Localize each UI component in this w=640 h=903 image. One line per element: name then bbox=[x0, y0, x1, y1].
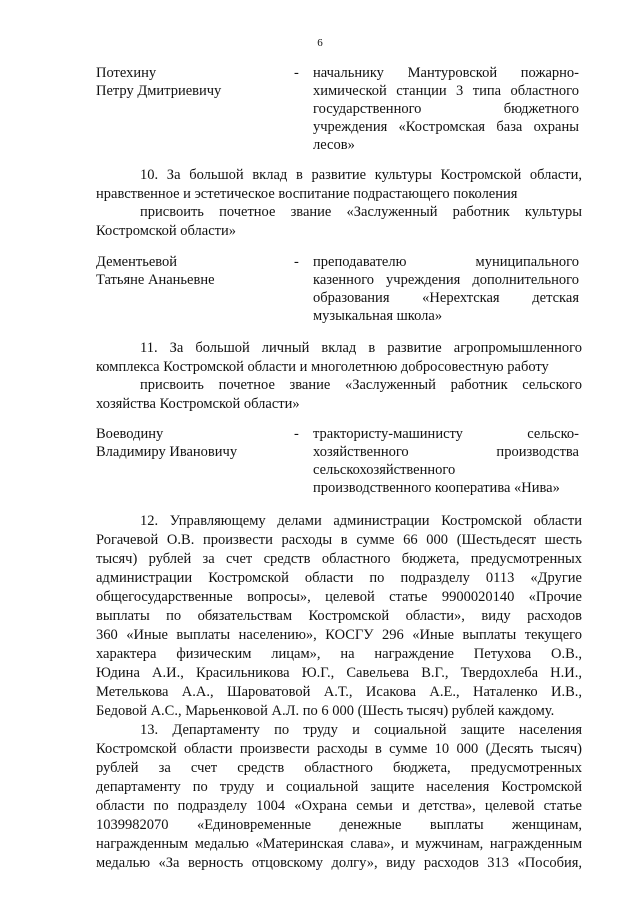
award-entry-3 bbox=[96, 425, 582, 499]
paragraph-11: 11. За большой личный вклад в развитие агропромышленного комплекса Костромской области и многолетнюю добросовестную работу bbox=[96, 340, 582, 375]
dash: - bbox=[294, 254, 299, 270]
awardee-position: трактористу-машинисту сельско- хозяйственного производства сельскохозяйственного производственного кооператива «Нива» bbox=[313, 426, 579, 496]
paragraph-12: 12. Управляющему делами администрации Костромской области Рогачевой О.В. произвести расходы в сумме 66 000 (Шестьдесят шесть тысяч) рублей за счет средств областного бюджета, предусмотренных администрации Костромской области по подразделу 0113 «Другие общегосударственные вопросы», целевой статье 9900020140 «Прочие выплаты по обязательствам Костромской области», виду расходов 360 «Иные выплаты населению», КОСГУ 296 «Иные выплаты текущего характера физическим лицам», на награждение Петухова О.В., Юдина А.И., Красильникова Ю.Г., Савельева В.Г., Твердохлеба Н.И., Метелькова А.А., Шароватовой А.Т., Исакова А.Е., Наталенко И.В., Бедовой А.С., Марьенковой А.Л. по 6 000 (Шесть тысяч) рублей каждому. bbox=[96, 513, 582, 719]
paragraph-13: 13. Департаменту по труду и социальной защите населения Костромской области произвести расходы в сумме 10 000 (Десять тысяч) рублей за счет средств областного бюджета, предусмотренных департаменту по труду и социальной защите населения Костромской области по подразделу 1004 «Охрана семьи и детства», целевой статье 1039982070 «Единовременные денежные выплаты женщинам, награжденным медалью «Материнская слава», и мужчинам, награжденным медалью «За верность отцовскому долгу», виду расходов 313 «Пособия, bbox=[96, 722, 582, 871]
awardee-name: Потехину Петру Дмитриевичу bbox=[96, 65, 222, 99]
dash: - bbox=[294, 426, 299, 442]
awardee-name: Воеводину Владимиру Ивановичу bbox=[96, 426, 238, 460]
page-number: 6 bbox=[317, 37, 323, 49]
paragraph-11-assign: присвоить почетное звание «Заслуженный работник сельского хозяйства Костромской области» bbox=[96, 377, 582, 412]
dash: - bbox=[294, 65, 299, 81]
awardee-position: начальнику Мантуровской пожарно- химической станции 3 типа областного государственного бюджетного учреждения «Костромская база охраны лесов» bbox=[313, 65, 579, 153]
awardee-name: Дементьевой Татьяне Ананьевне bbox=[96, 254, 215, 288]
paragraph-10-assign: присвоить почетное звание «Заслуженный работник культуры Костромской области» bbox=[96, 204, 582, 239]
award-entry-2 bbox=[96, 253, 582, 327]
paragraph-10: 10. За большой вклад в развитие культуры Костромской области, нравственное и эстетическое воспитание подрастающего поколения bbox=[96, 167, 582, 202]
awardee-position: преподавателю муниципального казенного учреждения дополнительного образования «Нерехтская детская музыкальная школа» bbox=[313, 254, 579, 324]
award-entry-1 bbox=[96, 64, 582, 156]
